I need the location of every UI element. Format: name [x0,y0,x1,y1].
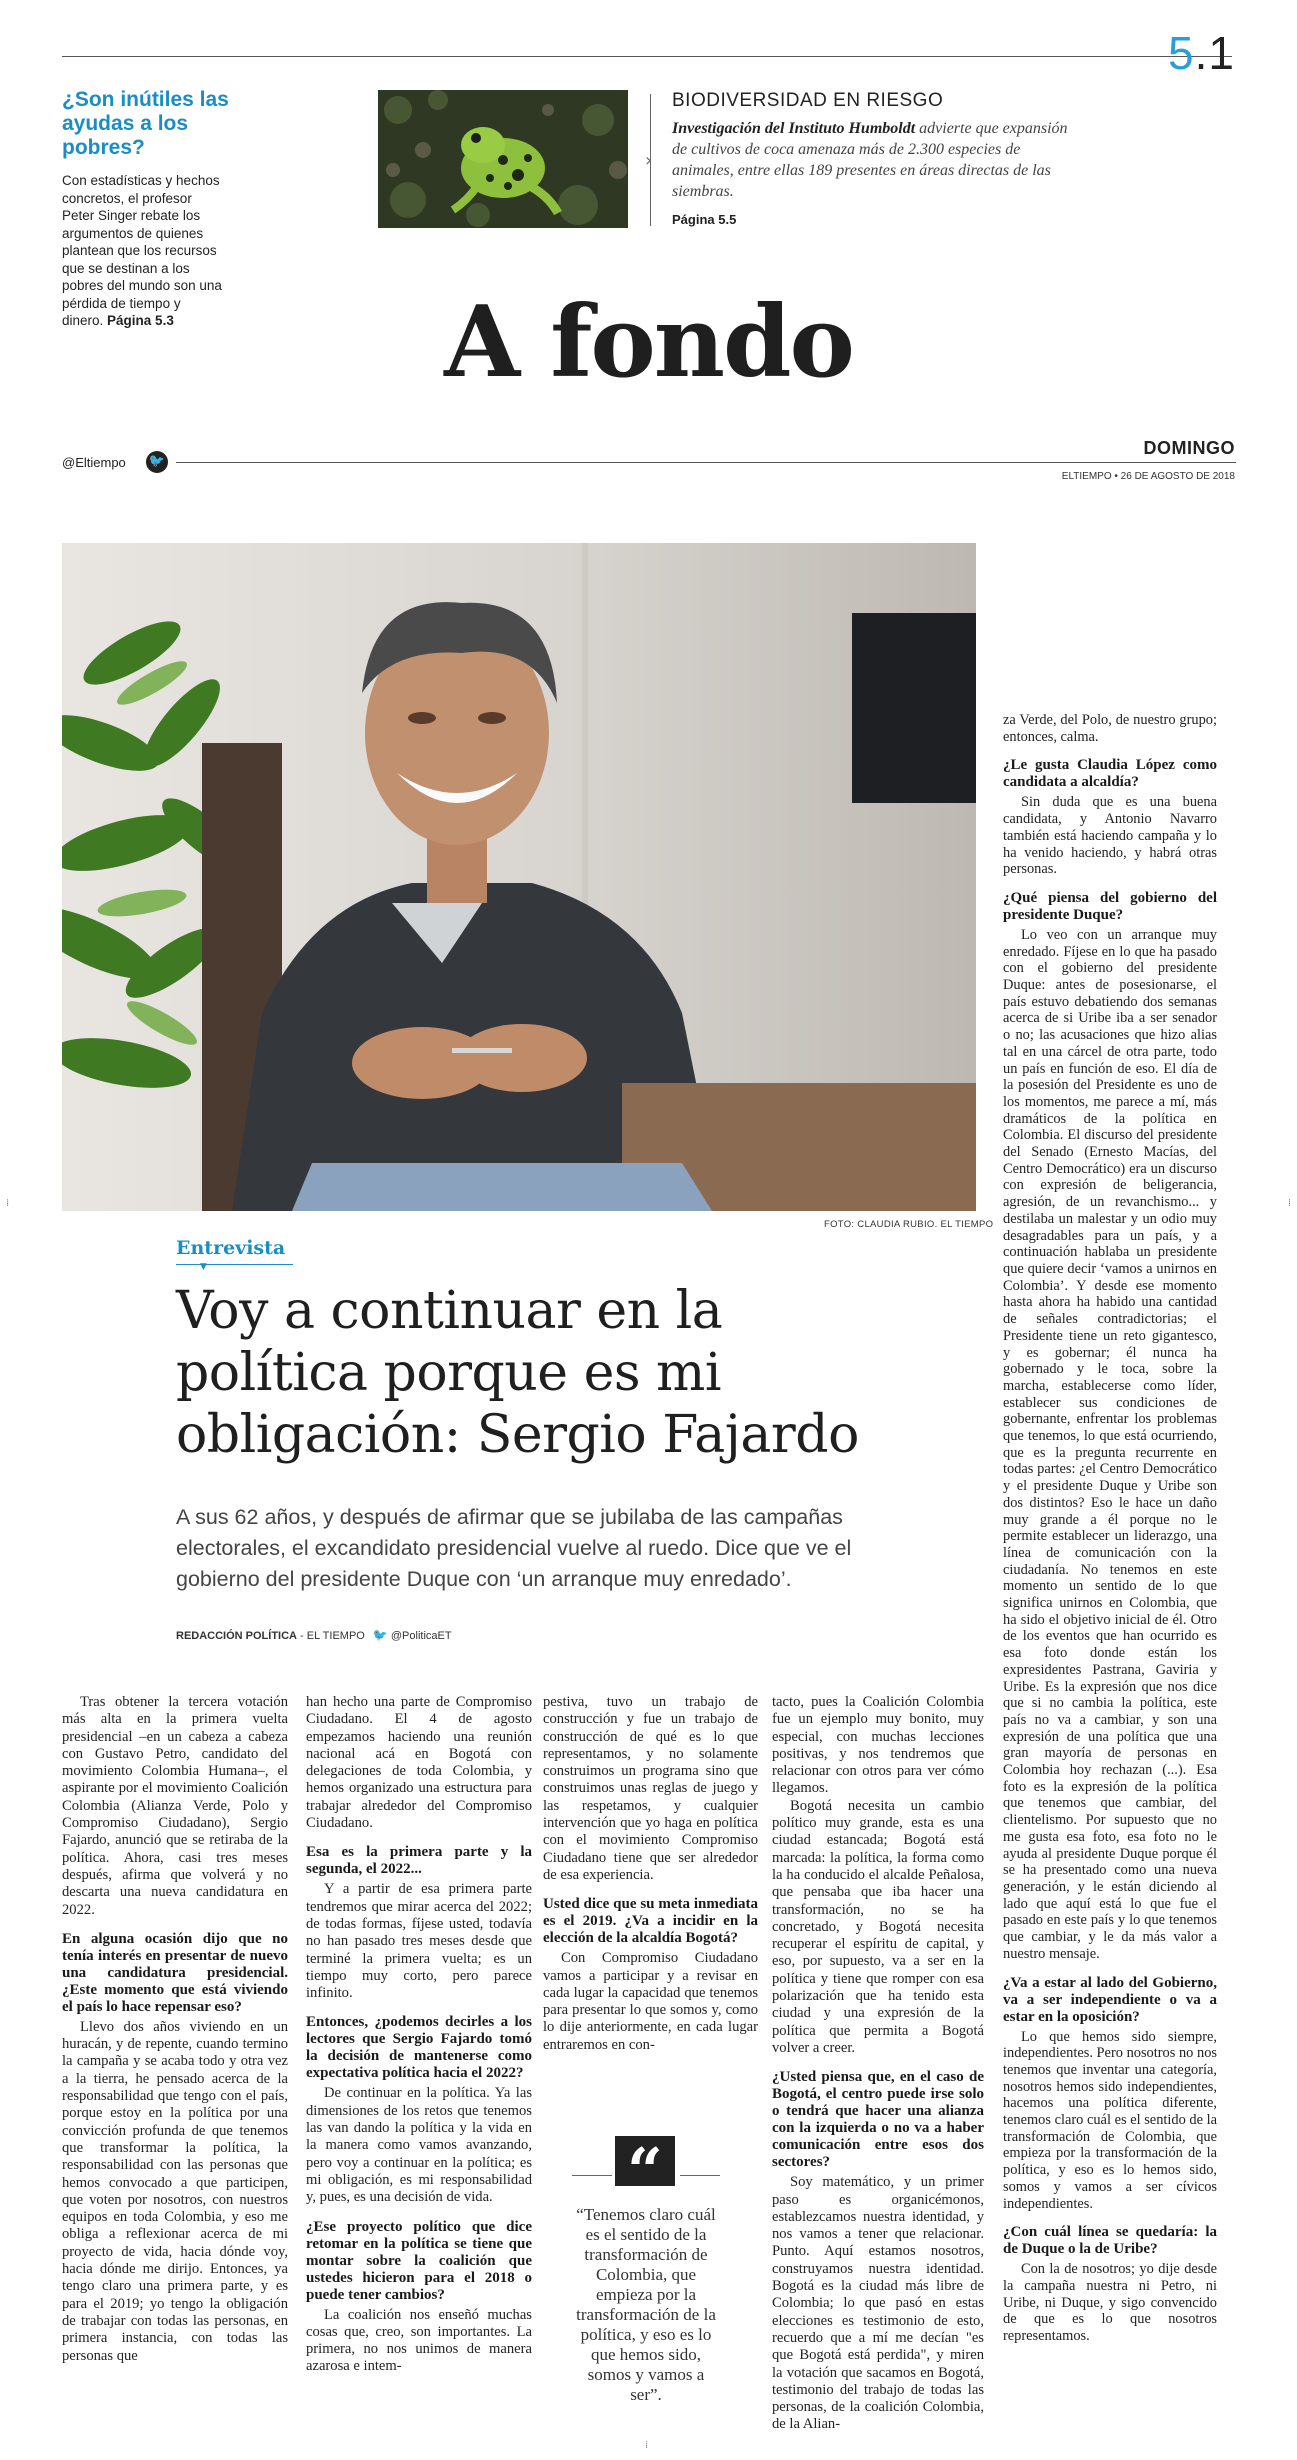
interview-question: Entonces, ¿podemos decirles a los lectores que Sergio Fajardo tomó la decisión de mantenerse como expectativa política hacia el 2022? [306,2014,532,2082]
article-byline: REDACCIÓN POLÍTICA - EL TIEMPO 🐦 @PoliticaET [176,1628,452,1642]
paragraph: han hecho una parte de Compromiso Ciudadano. El 4 de agosto empezamos haciendo una reunión nacional acá en Bogotá con delegaciones de toda Colombia, y hemos organizado una estructura para trabajar alrededor del Compromiso Ciudadano. [306,1694,532,1832]
masthead-rule [176,462,1236,463]
interview-question: En alguna ocasión dijo que no tenía interés en presentar de nuevo una candidatura presidencial. ¿Este momento que está viviendo el país lo hace repensar eso? [62,1930,288,2015]
social-handle[interactable]: @Eltiempo [62,455,126,470]
interview-question: Esa es la primera parte y la segunda, el 2022... [306,1844,532,1878]
article-column-3 [543,1694,758,2054]
promo-text: Investigación del Instituto Humboldt advierte que expansión de cultivos de coca amenaza más de 2.300 especies de animales, entre ellas 189 presentes en áreas directas de las siembras. [672,120,1068,200]
article-column-2 [306,1694,532,2376]
section-masthead: A fondo [444,285,853,400]
promo-page-ref[interactable]: Página 5.5 [672,212,737,227]
article-column-1 [62,1694,288,2365]
paragraph: Con la de nosotros; yo dije desde la campaña nuestra ni Petro, ni Uribe, ni Duque, y sigo convencido de que es lo que nosotros representamos. [1003,2261,1217,2345]
teaser-page-ref: Página 5.3 [107,313,174,328]
quote-divider [680,2175,720,2176]
article-column-4 [772,1694,984,2434]
paragraph: Tras obtener la tercera votación más alta en la primera vuelta presidencial –en un cabeza a cabeza con Gustavo Petro, candidato del movimiento Colombia Humana–, el aspirante por el movimiento Coalición Colombia (Alianza Verde, Polo y Compromiso Ciudadano), Sergio Fajardo, anunció que se retiraba de la política. Ahora, casi tres meses después, afirma que volverá y no descarta una nueva candidatura en 2022. [62,1694,288,1918]
quote-icon: “ [615,2136,675,2186]
interview-question: ¿Con cuál línea se quedaría: la de Duque o la de Uribe? [1003,2224,1217,2258]
twitter-handle[interactable]: @PoliticaET [390,1630,452,1642]
pull-quote: “Tenemos claro cuál es el sentido de la transformación de Colombia, que empieza por la transformación de la política, y eso es lo que hemos sido, somos y vamos a ser”. [576,2205,716,2404]
article-headline: Voy a continuar en la política porque es mi obligación: Sergio Fajardo [176,1281,859,1465]
paragraph: La coalición nos enseñó muchas cosas que, creo, son importantes. La primera, no nos unimos de manera azarosa e intem- [306,2306,532,2375]
promo-title[interactable]: BIODIVERSIDAD EN RIESGO [672,90,944,111]
quote-divider [572,2175,612,2176]
interview-question: ¿Va a estar al lado del Gobierno, va a ser independiente o va a estar en la oposición? [1003,1974,1217,2025]
photo-credit: FOTO: CLAUDIA RUBIO. EL TIEMPO [824,1219,994,1230]
interview-photo [62,543,976,1211]
paragraph: Lo veo con un arranque muy enredado. Fíjese en lo que ha pasado con el gobierno del presidente Duque: antes de posesionarse, el país estuvo debatiendo dos semanas acerca de si Uribe iba a ser senador o no; las acusaciones que hizo alias tal en una cárcel de otra parte, todo un país en función de eso. El día de la posesión del Presidente es uno de los momentos, me parece a mí, más dramáticos de la política en Colombia. El discurso del presidente del Senado (Ernesto Macías, del Centro Democrático) era un discurso con expresión de beligerancia, agresión, de un revanchismo... y destilaba un malestar y un odio muy desagradables para un país, y a continuación hablaba un presidente que quiere decir ‘vamos a unirnos en Colombia’. Y desde ese momento hasta ahora ha habido una cantidad de señales contradictorias; el Presidente tiene un reto gigantesco, y es gobernar; él nunca ha gobernado y le toca, sobre la marcha, establecerse como líder, establecer sus condiciones de gobernante, enfrentar los problemas que tenemos, lo que está ocurriendo, que es la pregunta recurrente en todas partes: ¿el Centro Democrático y el presidente Duque y Uribe son dos distintos? Eso le hace un daño muy grande a él porque no le permite establecer un liderazgo, una línea de comunicación con la ciudadanía. No tenemos en este momento un sentido de lo que significa unirnos en Colombia, que ha sido el objetivo inicial de él. Otro de los eventos que han ocurrido es esa foto donde están los expresidentes Pastrana, Gaviria y Uribe. Es la expresión que nos dice que si no cambia la política, este país no va a cambiar, y son una expresión de una política que una gran mayoría de personas en Colombia hoy rechazan (...). Esa foto es la expresión de la política que tenemos que cambiar, del clientelismo. Por supuesto que no me gusta esa foto, esa foto no le ayuda al presidente Duque porque él se ha presentado como una nueva generación, y le están diciendo al lado que aquí está lo que fue el pasado en este país y lo que tenemos que cambiar, y le da más valor a nuestro mensaje. [1003,926,1217,1962]
paragraph: za Verde, del Polo, de nuestro grupo; entonces, calma. [1003,712,1217,745]
interview-question: Usted dice que su meta inmediata es el 2019. ¿Va a incidir en la elección de la alcaldía Bogotá? [543,1896,758,1947]
article-kicker: Entrevista [176,1237,286,1259]
article-column-5 [1003,712,1217,2345]
weekday-label: DOMINGO [1143,438,1235,458]
kicker-underline [176,1264,293,1265]
paragraph: Bogotá necesita un cambio político muy grande, esta es una ciudad estancada; Bogotá está marcada: la política, la forma como la ha conducido el alcalde Peñalosa, que pensaba que iba hacer una transformación, no se ha concretado, y Bogotá necesita recuperar el espíritu de capital, y eso, por supuesto, va a ser en la política y tiene que romper con esa polarización que ha tenido esta ciudad y una expresión de la política que permita a Bogotá volver a creer. [772,1797,984,2056]
dateline: ELTIEMPO • 26 DE AGOSTO DE 2018 [1061,471,1235,482]
paragraph: Llevo dos años viviendo en un huracán, y de repente, cuando termino la campaña y se acaba todo y otra vez a la tierra, he pensado acerca de la responsabilidad que tengo con el país, porque estoy en la política por una convicción profunda de que tenemos que transformar la política, la responsabilidad con las personas que hemos convocado a que participen, que voten por nosotros, con nuestros equipos en toda Colombia, y eso me obliga a reflexionar acerca de mi proyecto de vida, hacia dónde voy, hacia dónde me dirijo. Entonces, ya tengo claro una primera parte, y es para el 2019; yo tengo la obligación de trabajar con todas las personas, en primera instancia, con todas las personas que [62,2018,288,2364]
twitter-icon[interactable]: 🐦 [146,451,168,473]
teaser-body: Con estadísticas y hechos concretos, el profesor Peter Singer rebate los argumentos de quienes plantean que los recursos que se destinan a los pobres del mundo son una pérdida de tiempo y dinero. Página 5.3 [62,173,222,328]
paragraph: Lo que hemos sido siempre, independientes. Pero nosotros no nos tenemos que inventar una categoría, nosotros hemos sido independientes, hacemos una política diferente, tenemos claro cuál es el sentido de la transformación de Colombia, que empieza por la transformación de la política, y eso es lo hemos sido, somos y vamos a ser cívicos independientes. [1003,2028,1217,2212]
crop-mark: ⁞ [6,1198,10,1209]
frog-photo [378,90,628,228]
top-rule [62,56,1232,57]
interview-question: ¿Usted piensa que, en el caso de Bogotá, el centro puede irse solo o tendrá que hacer una alianza con la izquierda o no va a haber comunicación entre esos dos sectores? [772,2069,984,2171]
teaser-headline[interactable]: ¿Son inútiles las ayudas a los pobres? [62,88,229,159]
crop-mark: ⁞ [645,2440,649,2451]
interview-question: ¿Qué piensa del gobierno del presidente Duque? [1003,889,1217,923]
paragraph: pestiva, tuvo un trabajo de construcción y fue un trabajo de construcción de qué es lo que representamos, y no solamente construimos un programa sino que construimos unas reglas de juego y las respetamos, y cualquier intervención que yo haga en política con el movimiento Compromiso Ciudadano tiene que ser alrededor de esa experiencia. [543,1694,758,1883]
article-deck: A sus 62 años, y después de afirmar que se jubilaba de las campañas electorales, el excandidato presidencial vuelve al ruedo. Dice que ve el gobierno del presidente Duque con ‘un arranque muy enredado’. [176,1505,852,1591]
paragraph: Soy matemático, y un primer paso es organicémonos, establezcamos nuestra identidad, y nos vamos a tener que relacionar. Punto. Aquí estamos nosotros, construyamos nuestra identidad. Bogotá es la ciudad más libre de Colombia; lo que pasó en estas elecciones es testimonio de esto, recuerdo que a mí me decían "es que Bogotá está perdida", y miren la votación que sacamos en Bogotá, testimonio del trabajo de todas las personas, de la coalición Colombia, de la Alian- [772,2174,984,2433]
paragraph: Y a partir de esa primera parte tendremos que mirar acerca del 2022; de todas formas, fíjese usted, todavía no han pasado tres meses desde que terminé la primera vuelta; es un tiempo muy corto, pero parece infinito. [306,1881,532,2002]
interview-question: ¿Ese proyecto político que dice retomar en la política se tiene que montar sobre la coalición que ustedes hicieron para el 2018 o puede tener cambios? [306,2218,532,2303]
chevron-right-icon: › [645,150,653,171]
caret-down-icon: ▼ [200,1262,207,1272]
paragraph: tacto, pues la Coalición Colombia fue un ejemplo muy bonito, muy especial, con muchas lecciones positivas, y nos tendremos que relacionar con otros para ver cómo llegamos. [772,1694,984,1797]
crop-mark: ⁞ [1287,1198,1291,1209]
page-number: 5.1 [1168,27,1235,79]
paragraph: De continuar en la política. Ya las dimensiones de los retos que tenemos las van dando la política y la vida en la manera como vamos avanzando, pero voy a continuar en la política; es mi obligación, es mi responsabilidad y, pues, es una decisión de vida. [306,2085,532,2206]
twitter-icon[interactable]: 🐦 [372,1628,388,1642]
interview-question: ¿Le gusta Claudia López como candidata a alcaldía? [1003,757,1217,791]
paragraph: Sin duda que es una buena candidata, y Antonio Navarro también está haciendo campaña y lo ha venido haciendo, y habrá otras personas. [1003,794,1217,878]
paragraph: Con Compromiso Ciudadano vamos a participar y a revisar en cada lugar la capacidad que tenemos para presentar lo que somos y, como lo dije anteriormente, en cada lugar entraremos en con- [543,1950,758,2053]
